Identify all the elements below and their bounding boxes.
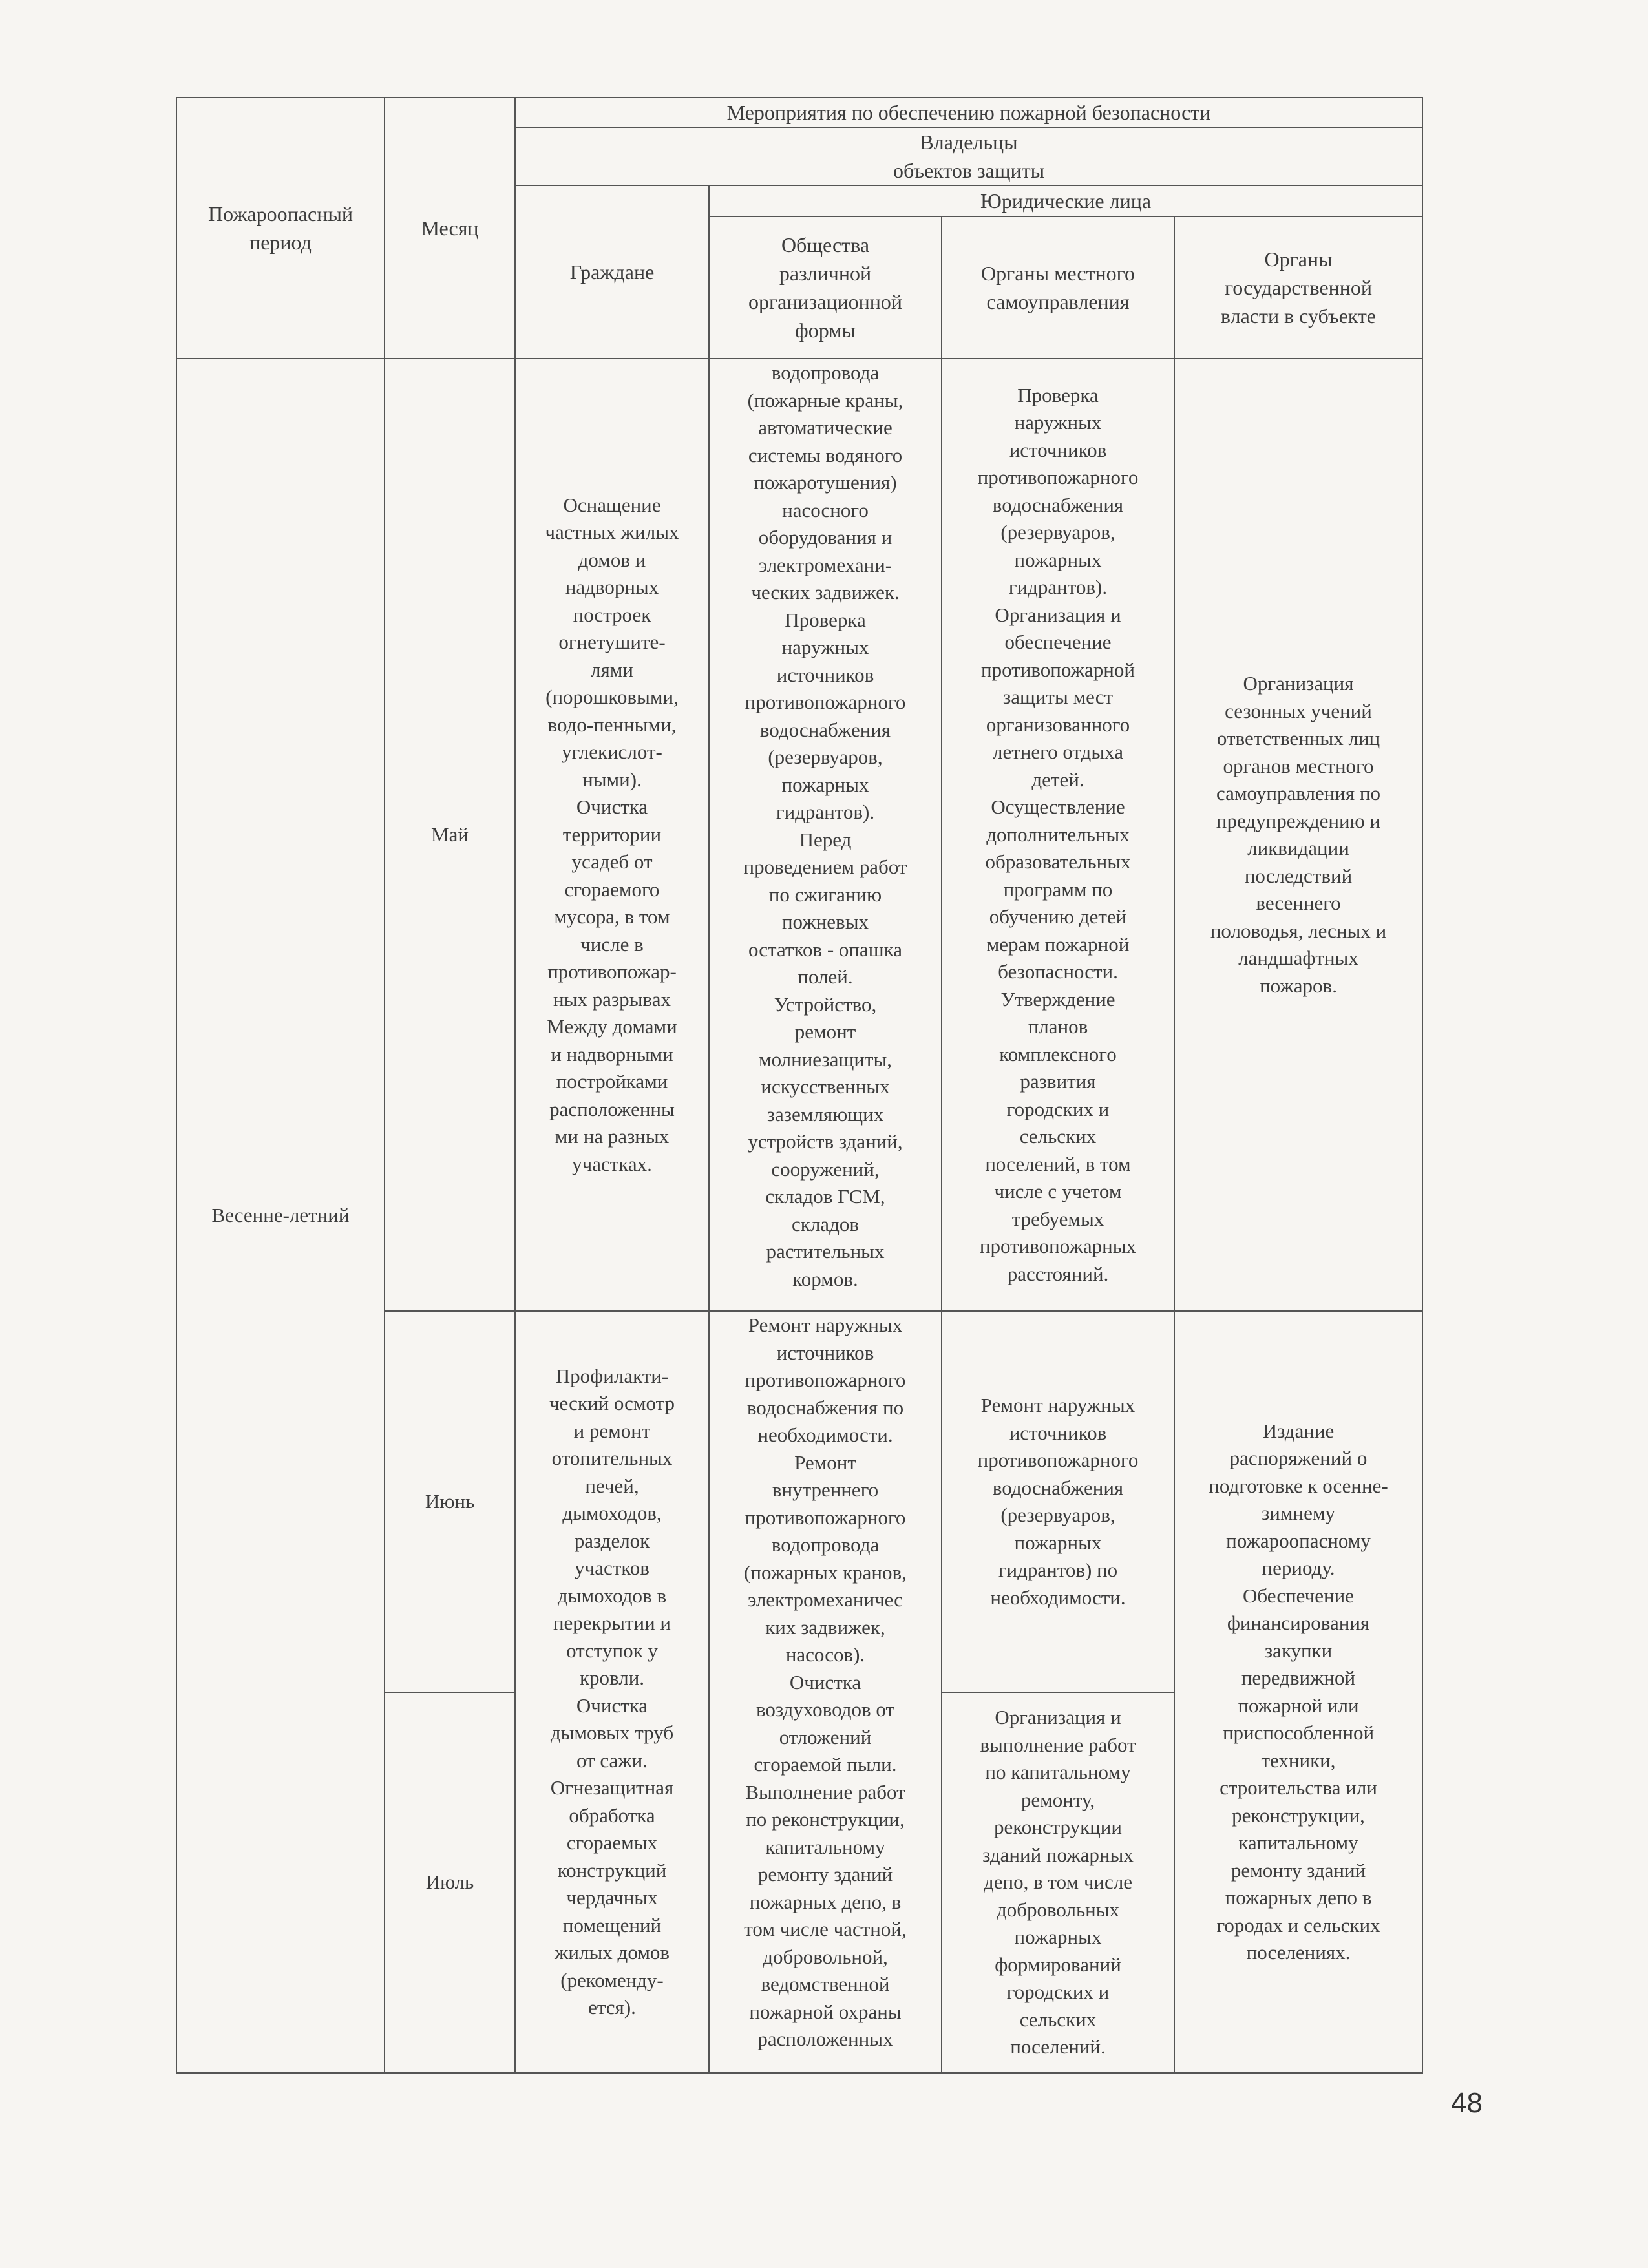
- june-local-gov-text: Ремонт наружных источников противопожарного водоснабжения (резервуаров, пожарных гидрантов) по необходимости.: [977, 1394, 1139, 1609]
- may-state-gov-text: Организация сезонных учений ответственных лиц органов местного самоуправления по предупреждению и ликвидации последствий весеннего половодья, лесных и ландшафтных пожаров.: [1210, 672, 1387, 997]
- header-state-gov-text: Органы государственной власти в субъекте: [1220, 247, 1377, 328]
- header-period: [176, 98, 385, 359]
- may-citizens-cell: [515, 359, 709, 1311]
- header-measures: [515, 98, 1422, 127]
- header-legal-entities: [709, 185, 1422, 216]
- june-july-state-gov-cell: [1174, 1311, 1422, 2073]
- header-month: [385, 98, 515, 359]
- month-may: Май: [431, 823, 469, 846]
- header-citizens-text: Граждане: [569, 260, 655, 284]
- may-companies-text: водопровода (пожарные краны, автоматические системы водяного пожаротушения) насосного оборудования и электромехани- ческих задвижек. Проверка наружных источников противопожарного водоснабжения (резервуаров, пожарных гидрантов). Перед проведением работ по сжиганию пожневых остатков - опашка полей. Устройство, ремонт молниезащиты, искусственных заземляющих устройств зданий, сооружений, складов ГСМ, складов растительных кормов.: [743, 361, 907, 1290]
- july-local-gov-cell: [942, 1692, 1174, 2073]
- header-local-gov: [942, 216, 1174, 359]
- june-local-gov-cell: [942, 1311, 1174, 1692]
- month-cell-may: [385, 359, 515, 1311]
- june-july-companies-text: Ремонт наружных источников противопожарного водоснабжения по необходимости. Ремонт внутреннего противопожарного водопровода (пожарных кранов, электромеханичес ких задвижек, насосов). Очистка воздуховодов от отложений сгораемой пыли. Выполнение работ по реконструкции, капитальному ремонту зданий пожарных депо, в том числе частной, добровольной, ведомственной пожарной охраны расположенных: [744, 1314, 907, 2050]
- header-local-gov-text: Органы местного самоуправления: [981, 262, 1135, 313]
- month-cell-july: [385, 1692, 515, 2073]
- period-name: Весенне-летний: [211, 1204, 350, 1227]
- may-local-gov-cell: [942, 359, 1174, 1311]
- may-companies-cell: [709, 359, 942, 1311]
- month-june: Июнь: [425, 1489, 475, 1513]
- header-owners-text: Владельцы объектов защиты: [893, 131, 1045, 182]
- june-july-citizens-text: Профилакти- ческий осмотр и ремонт отопительных печей, дымоходов, разделок участков дымоходов в перекрытии и отступок у кровли. Очистка дымовых труб от сажи. Огнезащитная обработка сгораемых конструкций чердачных помещений жилых домов (рекоменду- ется).: [549, 1364, 675, 2019]
- page-number: 48: [1451, 2087, 1483, 2119]
- header-month-text: Месяц: [421, 216, 479, 240]
- header-state-gov: [1174, 216, 1422, 359]
- fire-safety-table-container: [176, 97, 1422, 2070]
- june-july-citizens-cell: [515, 1311, 709, 2073]
- header-legal-entities-text: Юридические лица: [980, 189, 1152, 213]
- june-july-companies-cell: [709, 1311, 942, 2073]
- header-companies: [709, 216, 942, 359]
- month-cell-june: [385, 1311, 515, 1692]
- header-period-text: Пожароопасный период: [208, 202, 353, 254]
- may-citizens-text: Оснащение частных жилых домов и надворных построек огнетушите- лями (порошковыми, водо-пенными, углекислот- ными). Очистка территории усадеб от сгораемого мусора, в том числе в противопожар- ных разрывах Между домами и надворными постройками расположенны ми на разных участках.: [545, 493, 679, 1175]
- header-companies-text: Общества различной организационной формы: [748, 233, 903, 342]
- may-state-gov-cell: [1174, 359, 1422, 1311]
- june-july-state-gov-text: Издание распоряжений о подготовке к осенне- зимнему пожароопасному периоду. Обеспечение финансирования закупки передвижной пожарной или приспособленной техники, строительства или реконструкции, капитальному ремонту зданий пожарных депо в городах и сельских поселениях.: [1209, 1419, 1388, 1964]
- period-cell: [176, 359, 385, 2073]
- month-july: Июль: [425, 1871, 474, 1894]
- fire-safety-measures-table: [176, 97, 1423, 2074]
- july-local-gov-text: Организация и выполнение работ по капитальному ремонту, реконструкции зданий пожарных депо, в том числе добровольных пожарных формирований городских и сельских поселений.: [980, 1706, 1136, 2059]
- header-citizens: [515, 185, 709, 359]
- may-local-gov-text: Проверка наружных источников противопожарного водоснабжения (резервуаров, пожарных гидрантов). Организация и обеспечение противопожарной защиты мест организованного летнего отдыха детей. Осуществление дополнительных образовательных программ по обучению детей мерам пожарной безопасности. Утверждение планов комплексного развития городских и сельских поселений, в том числе с учетом требуемых противопожарных расстояний.: [977, 383, 1139, 1285]
- header-owners: [515, 127, 1422, 185]
- header-measures-text: Мероприятия по обеспечению пожарной безопасности: [726, 101, 1211, 124]
